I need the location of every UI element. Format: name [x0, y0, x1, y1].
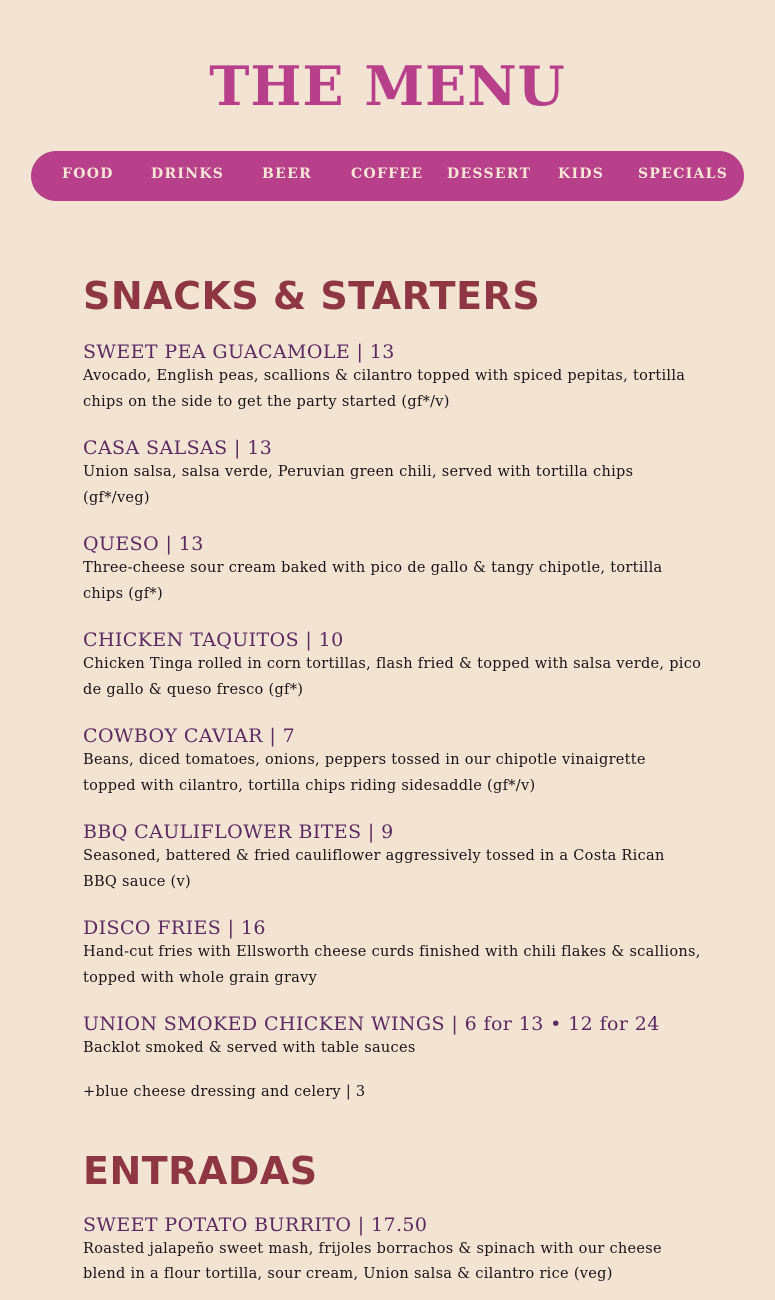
menu-item-title: UNION SMOKED CHICKEN WINGS | 6 for 13 • 12 for 24	[83, 1013, 660, 1035]
menu-item-title: SWEET PEA GUACAMOLE | 13	[83, 341, 395, 363]
nav-item-beer[interactable]: BEER	[262, 166, 313, 182]
menu-item-description: Avocado, English peas, scallions & cilantro topped with spiced pepitas, tortilla chips on the side to get the party started (gf*/v)	[83, 368, 686, 410]
menu-item-description: Union salsa, salsa verde, Peruvian green chili, served with tortilla chips (gf*/veg)	[83, 464, 634, 506]
menu-content	[83, 272, 703, 1300]
nav-item-coffee[interactable]: COFFEE	[351, 166, 424, 182]
nav-item-drinks[interactable]: DRINKS	[151, 166, 225, 182]
menu-item	[83, 532, 703, 607]
menu-item-title: COWBOY CAVIAR | 7	[83, 725, 296, 747]
menu-category-nav	[31, 151, 744, 201]
menu-item	[83, 916, 703, 991]
menu-item-title: BBQ CAULIFLOWER BITES | 9	[83, 821, 394, 843]
menu-item	[83, 724, 703, 799]
menu-item	[83, 820, 703, 895]
menu-item	[83, 628, 703, 703]
menu-item-description: Roasted jalapeño sweet mash, frijoles borrachos & spinach with our cheese blend in a flour tortilla, sour cream, Union salsa & cilantro rice (veg)	[83, 1240, 662, 1282]
menu-item-title: DISCO FRIES | 16	[83, 917, 266, 939]
menu-item-description: Chicken Tinga rolled in corn tortillas, flash fried & topped with salsa verde, pico de gallo & queso fresco (gf*)	[83, 656, 702, 698]
section-title-snacks-starters: SNACKS & STARTERS	[83, 274, 541, 318]
menu-item-title: CASA SALSAS | 13	[83, 437, 273, 459]
menu-item-description: Hand-cut fries with Ellsworth cheese curds finished with chili flakes & scallions, topped with whole grain gravy	[83, 944, 701, 986]
menu-item-title: SWEET POTATO BURRITO | 17.50	[83, 1213, 428, 1236]
nav-item-food[interactable]: FOOD	[62, 166, 114, 182]
section-title-entradas: ENTRADAS	[83, 1148, 318, 1193]
menu-item-description: Backlot smoked & served with table sauces	[83, 1040, 416, 1056]
menu-item-description: Beans, diced tomatoes, onions, peppers tossed in our chipotle vinaigrette topped with cilantro, tortilla chips riding sidesaddle (gf*/v)	[83, 752, 646, 794]
menu-item-description: Seasoned, battered & fried cauliflower aggressively tossed in a Costa Rican BBQ sauce (v)	[83, 848, 665, 890]
menu-item	[83, 436, 703, 511]
nav-item-kids[interactable]: KIDS	[558, 166, 605, 182]
menu-item-title: QUESO | 13	[83, 533, 204, 555]
menu-item	[83, 1012, 703, 1062]
nav-item-specials[interactable]: SPECIALS	[638, 166, 729, 182]
menu-item-title: CHICKEN TAQUITOS | 10	[83, 629, 344, 651]
nav-item-dessert[interactable]: DESSERT	[447, 166, 532, 182]
menu-item-description: Three-cheese sour cream baked with pico de gallo & tangy chipotle, tortilla chips (gf*)	[83, 560, 663, 602]
menu-item-addon: +blue cheese dressing and celery | 3	[83, 1083, 366, 1100]
page-title: THE MENU	[209, 54, 566, 118]
menu-item	[83, 340, 703, 415]
menu-item	[83, 1213, 703, 1288]
